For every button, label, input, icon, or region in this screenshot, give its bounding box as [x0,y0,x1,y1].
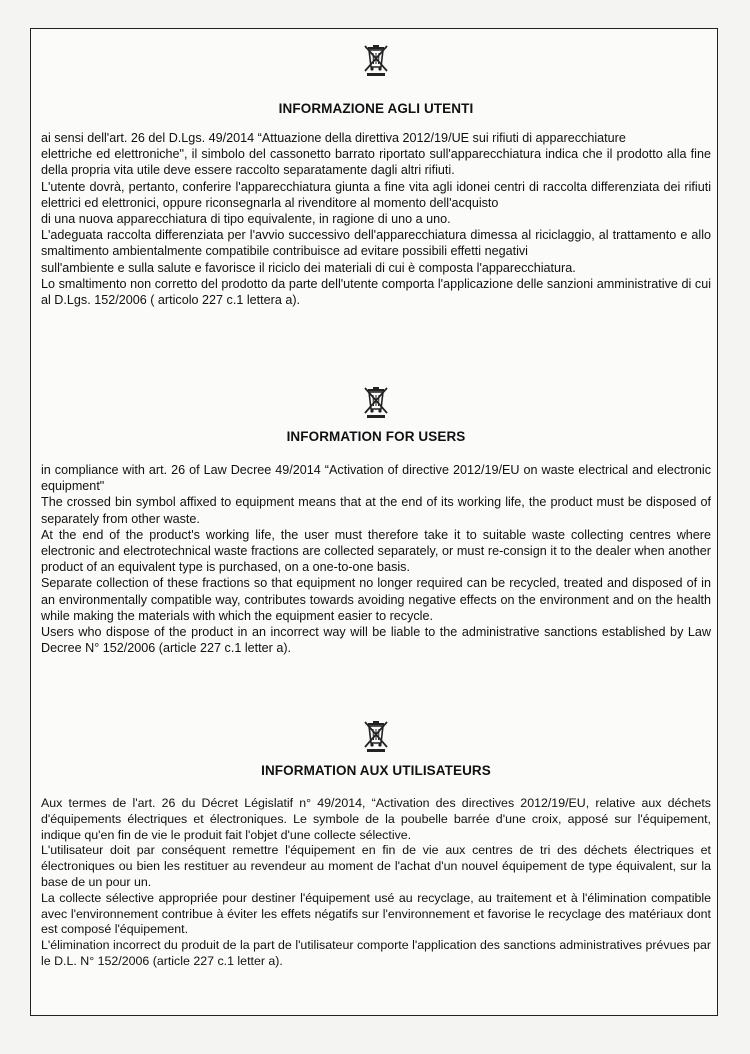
section-heading: INFORMAZIONE AGLI UTENTI [278,101,474,116]
paragraph: L'élimination incorrect du produit de la part de l'utilisateur comporte l'application des sanctions administratives prévues par le D.L. N° 152/2006 (article 227 c.1 letter a). [41,938,711,968]
section-body [41,796,711,970]
section-english [41,385,711,656]
crossed-out-wheelie-bin-icon [361,719,391,753]
paragraph: The crossed bin symbol affixed to equipment means that at the end of its working life, the product must be disposed of separately from other waste. [41,495,711,526]
crossed-out-wheelie-bin-icon [361,385,391,419]
paragraph: Lo smaltimento non corretto del prodotto da parte dell'utente comporta l'applicazione delle sanzioni amministrative di cui al D.Lgs. 152/2006 ( articolo 227 c.1 lettera a). [41,276,711,308]
paragraph: Separate collection of these fractions so that equipment no longer required can be recycled, treated and disposed of in an environmentally compatible way, contributes towards avoiding negative effects on the environment and on the health while making the materials with which the equipment easier to recycle. [41,576,711,623]
section-french [41,719,711,970]
document-sheet [30,28,718,1016]
paragraph: elettriche ed elettroniche", il simbolo del cassonetto barrato riportato sull'apparecchiatura indica che il prodotto alla fine della propria vita utile deve essere raccolto separatamente dagli altri rifiuti. [41,147,711,178]
paragraph: L'utilisateur doit par conséquent remettre l'équipement en fin de vie aux centres de tri des déchets électriques et électroniques ou bien les restituer au revendeur au moment de l'achat d'un nouvel équipement de type équivalent, sur la base de un pour un. [41,843,711,889]
paragraph: At the end of the product's working life, the user must therefore take it to suitable waste collecting centres where electronic and electrotechnical waste fractions are collected separately, or must re-consign it to the dealer when another product of an equivalent type is purchased, on a one-to-one basis. [41,527,711,575]
paragraph: sull'ambiente e sulla salute e favorisce il riciclo dei materiali di cui è composta l'apparecchiatura. [41,260,576,275]
paragraph: L'utente dovrà, pertanto, conferire l'apparecchiatura giunta a fine vita agli idonei centri di raccolta differenziata dei rifiuti elettrici ed elettronici, oppure riconsegnarla al rivenditore al momento dell'acquisto [41,179,711,210]
paragraph: L'adeguata raccolta differenziata per l'avvio successivo dell'apparecchiatura dimessa al riciclaggio, al trattamento e allo smaltimento ambientalmente compatibile contribuisce ad evitare possibili effetti negativi [41,228,711,259]
paragraph: La collecte sélective appropriée pour destiner l'équipement usé au recyclage, au traitement et à l'élimination compatible avec l'environnement contribue à éviter les effets négatifs sur l'environnement et favorise le recyclage des matériaux dont est composé l'équipement. [41,890,711,937]
paragraph: Users who dispose of the product in an incorrect way will be liable to the administrative sanctions established by Law Decree N° 152/2006 (article 227 c.1 letter a). [41,625,711,656]
section-italian [41,43,711,308]
paragraph: in compliance with art. 26 of Law Decree 49/2014 “Activation of directive 2012/19/EU on waste electrical and electronic equipment" [41,463,711,494]
paragraph: Aux termes de l'art. 26 du Décret Législatif n° 49/2014, “Activation des directives 2012/19/EU, relative aux déchets d'équipements électriques et électroniques. Le symbole de la poubelle barrée d'une croix, apposé sur l'équipement, indique qu'en fin de vie le produit fait l'objet d'une collecte sélective. [41,796,711,842]
paragraph: ai sensi dell'art. 26 del D.Lgs. 49/2014 “Attuazione della direttiva 2012/19/UE sui rifiuti di apparecchiature [41,131,626,145]
crossed-out-wheelie-bin-icon [361,43,391,77]
paragraph: di una nuova apparecchiatura di tipo equivalente, in ragione di uno a uno. [41,212,451,227]
section-body [41,462,711,656]
section-heading: INFORMATION FOR USERS [286,429,466,444]
section-heading: INFORMATION AUX UTILISATEURS [261,763,491,778]
section-body [41,130,711,308]
